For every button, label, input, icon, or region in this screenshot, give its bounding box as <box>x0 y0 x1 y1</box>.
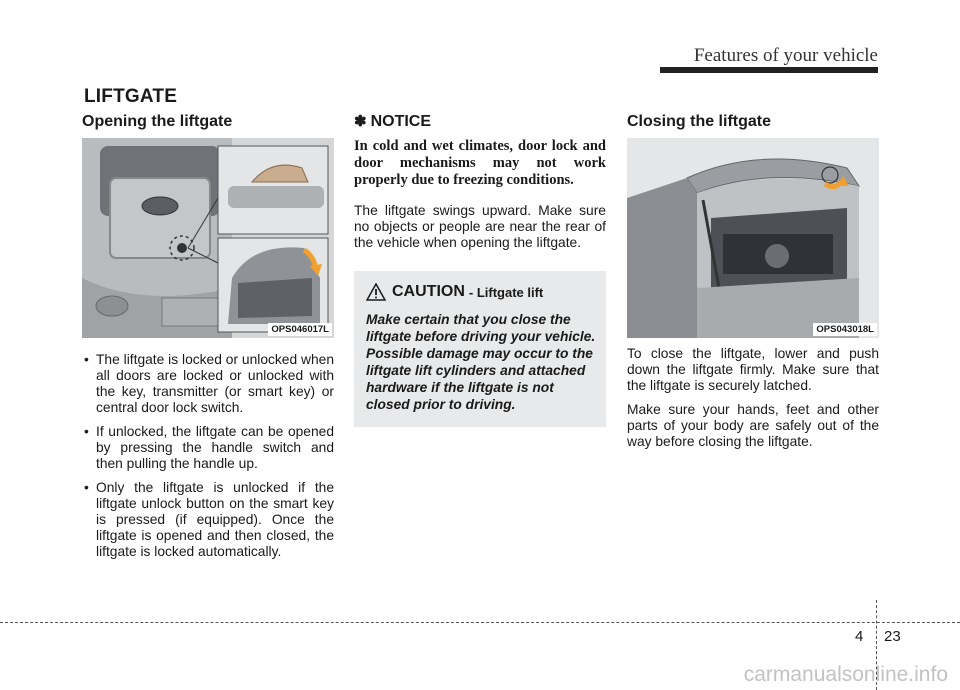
notice-star-icon: ✽ <box>354 113 367 130</box>
page-number: 23 <box>884 628 901 645</box>
closing-para-2: Make sure your hands, feet and other parts of your body are safely out of the way before closing the liftgate. <box>627 402 879 449</box>
caution-header <box>366 279 598 305</box>
closing-figure-label: OPS043018L <box>813 323 877 336</box>
caution-title: CAUTION <box>392 283 465 300</box>
closing-heading: Closing the liftgate <box>627 113 771 130</box>
caution-text: Make certain that you close the liftgate before driving your vehicle. Possible damage may occur to the liftgate lift cylinders and attached hardware if the liftgate is not closed prior to driving. <box>366 312 596 412</box>
car-rear-illustration <box>82 138 334 338</box>
list-item: • The liftgate is locked or unlocked when all doors are locked or unlocked with the key, transmitter (or smart key) or central door lock switch. <box>84 352 334 415</box>
opening-column <box>82 112 334 568</box>
section-title: LIFTGATE <box>84 86 178 107</box>
caution-box <box>354 271 606 427</box>
bullet-icon: • <box>84 424 89 439</box>
notice-heading <box>354 112 606 138</box>
notice-bold-text: In cold and wet climates, door lock and door mechanisms may not work properly due to freezing conditions. <box>354 138 606 188</box>
list-item: • If unlocked, the liftgate can be opened by pressing the handle switch and then pulling the handle up. <box>84 424 334 471</box>
opening-figure-label: OPS046017L <box>268 323 332 336</box>
warning-triangle-icon <box>366 283 386 301</box>
notice-body-text: The liftgate swings upward. Make sure no objects or people are near the rear of the vehicle when opening the liftgate. <box>354 203 606 250</box>
bullet-icon: • <box>84 480 89 495</box>
closing-figure <box>627 138 879 338</box>
list-item: • Only the liftgate is unlocked if the liftgate unlock button on the smart key is pressed (if equipped). Once the liftgate is opened and then closed, the liftgate is locked automatically. <box>84 480 334 559</box>
notice-heading-text: NOTICE <box>370 113 432 130</box>
closing-column <box>627 112 879 450</box>
header-bar <box>660 67 878 73</box>
opening-heading: Opening the liftgate <box>82 113 233 130</box>
bullet-icon: • <box>84 352 89 367</box>
header-title: Features of your vehicle <box>693 45 878 66</box>
caution-subtitle: - Liftgate lift <box>468 284 544 300</box>
notice-column <box>354 112 606 427</box>
closing-para-1: To close the liftgate, lower and push down the liftgate firmly. Make sure that the liftgate is securely latched. <box>627 346 879 393</box>
open-liftgate-illustration <box>627 138 879 338</box>
opening-bullet-list <box>82 352 334 560</box>
chapter-number: 4 <box>855 628 864 645</box>
watermark: carmanualsonline.info <box>743 663 948 686</box>
opening-figure <box>82 138 334 338</box>
footer-divider <box>0 622 960 623</box>
